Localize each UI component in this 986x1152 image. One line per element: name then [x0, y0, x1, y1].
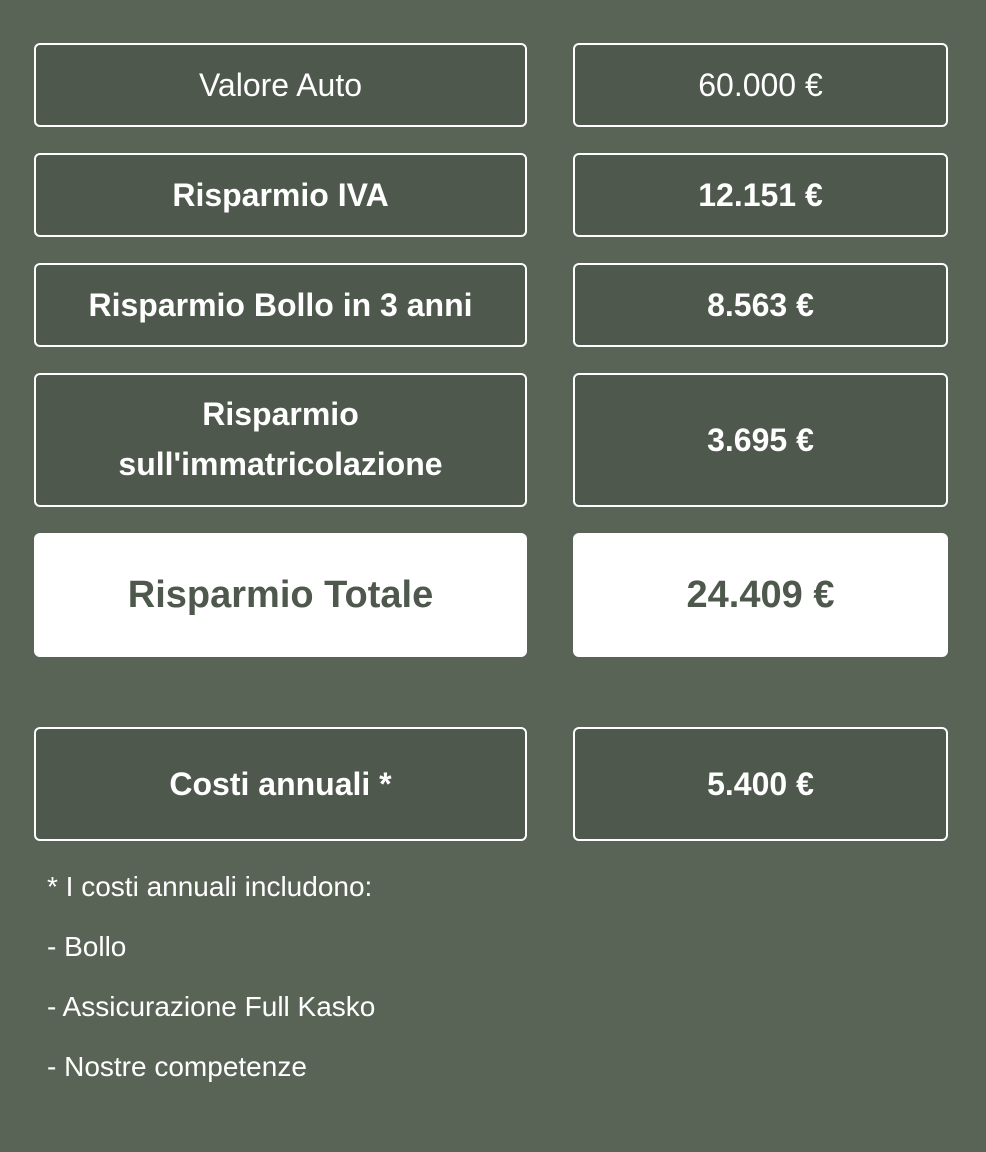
notes-item: - Bollo	[47, 931, 127, 962]
notes-item: - Nostre competenze	[47, 1051, 307, 1082]
stamp-duty-savings-label-text: Risparmio Bollo in 3 anni	[88, 287, 473, 323]
car-value-amount	[573, 43, 948, 127]
notes-item: - Assicurazione Full Kasko	[47, 991, 376, 1022]
registration-savings-amount	[573, 373, 948, 507]
car-value-amount-text: 60.000 €	[698, 67, 823, 103]
stamp-duty-savings-amount	[573, 263, 948, 347]
car-value-label	[34, 43, 527, 127]
total-savings-amount-text: 24.409 €	[686, 573, 835, 616]
vat-savings-label	[34, 153, 527, 237]
annual-costs-amount-text: 5.400 €	[707, 766, 814, 802]
vat-savings-amount	[573, 153, 948, 237]
registration-savings-label-text: Risparmio sull'immatricolazione	[118, 396, 443, 482]
car-value-label-text: Valore Auto	[198, 67, 363, 103]
total-savings-amount	[573, 533, 948, 657]
total-savings-label-text: Risparmio Totale	[127, 573, 434, 616]
notes-heading: * I costi annuali includono:	[47, 871, 373, 902]
stamp-duty-savings-label	[34, 263, 527, 347]
total-savings-label	[34, 533, 527, 657]
vat-savings-amount-text: 12.151 €	[698, 177, 823, 213]
annual-costs-amount	[573, 727, 948, 841]
registration-savings-amount-text: 3.695 €	[707, 422, 814, 458]
vat-savings-label-text: Risparmio IVA	[172, 177, 389, 213]
annual-costs-label-text: Costi annuali *	[169, 766, 392, 802]
annual-costs-label	[34, 727, 527, 841]
stamp-duty-savings-amount-text: 8.563 €	[707, 287, 814, 323]
registration-savings-label	[34, 373, 527, 507]
